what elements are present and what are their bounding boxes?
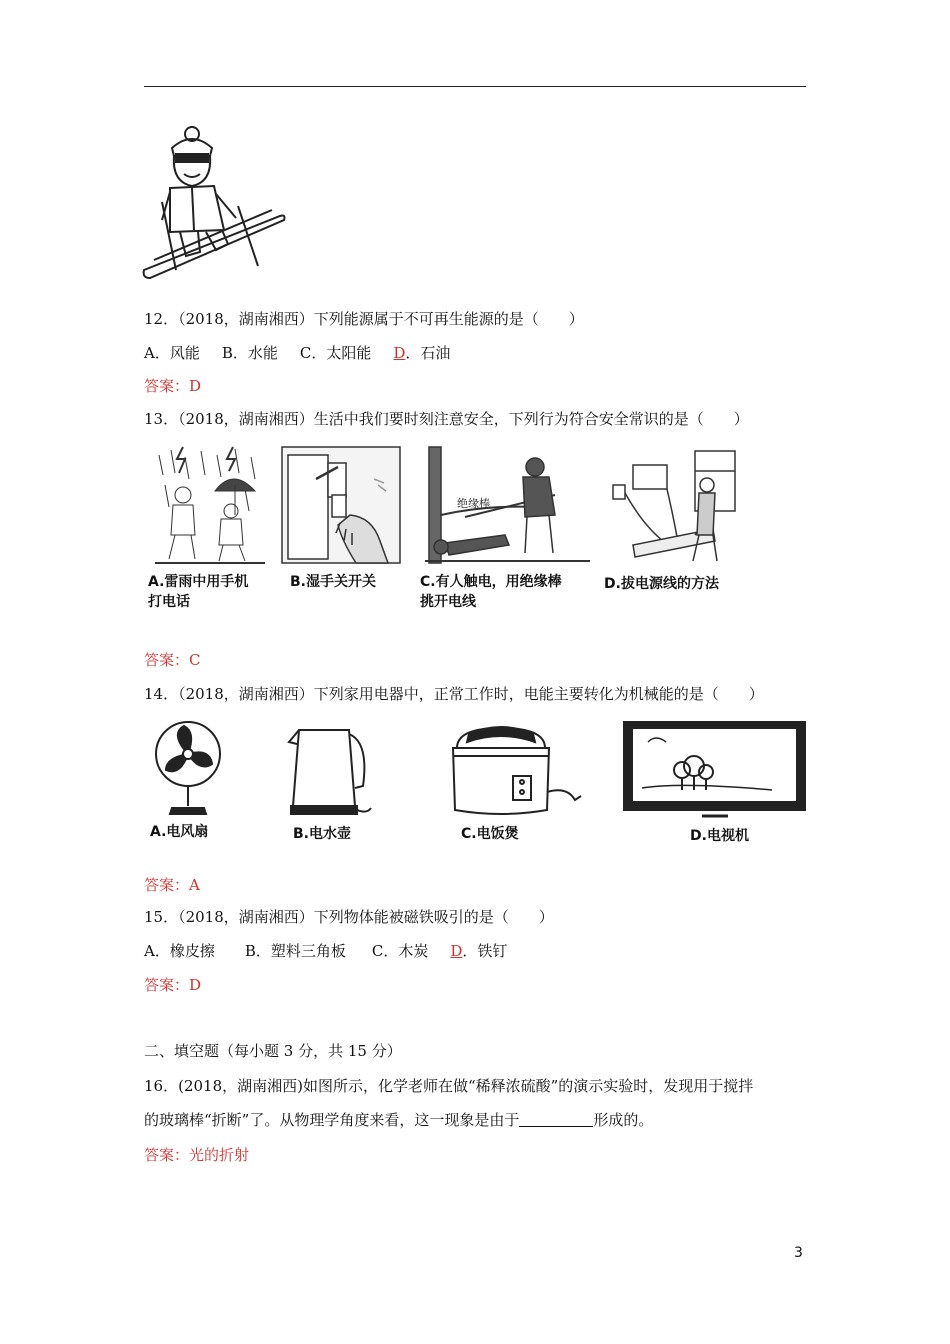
q15-answer: 答案：D (144, 976, 202, 994)
q12-option-b: B．水能 (221, 344, 278, 362)
q14-caption-d: D.电视机 (690, 828, 749, 844)
q13-caption-d: D.拔电源线的方法 (604, 576, 719, 592)
q14-caption-a: A.电风扇 (150, 824, 209, 840)
q15-correct-letter: D (450, 942, 463, 960)
q16-answer-blank (519, 1112, 593, 1127)
q12-stem: 12．（2018，湖南湘西）下列能源属于不可再生能源的是（ ） (144, 310, 584, 328)
q13-panel-d-unplug (603, 445, 748, 565)
q12-option-d-text: ．石油 (405, 344, 451, 362)
electric-kettle-icon (285, 722, 375, 820)
q12-correct-letter: D (393, 344, 406, 362)
television-icon (622, 720, 807, 820)
q12-options (144, 343, 450, 363)
q15-option-b: B．塑料三角板 (244, 942, 346, 960)
q15-options (144, 941, 507, 961)
q16-line-2 (144, 1110, 653, 1130)
q15-option-a: A．橡皮擦 (144, 942, 215, 960)
q16-line-2-before: 的玻璃棒“折断”了。从物理学角度来看，这一现象是由于 (144, 1111, 520, 1129)
q12-option-d (393, 344, 450, 362)
q13-panel-a-thunderstorm (155, 445, 265, 565)
q12-option-a: A．风能 (144, 344, 200, 362)
q15-option-d (450, 942, 507, 960)
electric-fan-icon (148, 718, 228, 818)
q13-stem: 13．（2018，湖南湘西）生活中我们要时刻注意安全，下列行为符合安全常识的是（ ） (144, 410, 749, 428)
q12-answer: 答案：D (144, 377, 202, 395)
q15-option-d-text: ．铁钉 (462, 942, 508, 960)
rice-cooker-icon (443, 722, 593, 822)
q13-answer: 答案：C (144, 651, 201, 669)
q13-panel-b-switch (280, 445, 402, 565)
q15-stem: 15．（2018，湖南湘西）下列物体能被磁铁吸引的是（ ） (144, 908, 554, 926)
q13-caption-b: B.湿手关开关 (290, 574, 376, 590)
q13-stick-label: 绝缘棒 (457, 497, 490, 510)
q13-panel-c-insulated-rod (425, 445, 590, 565)
q15-option-c: C．木炭 (371, 942, 429, 960)
skier-illustration (140, 120, 290, 280)
header-rule (144, 86, 806, 87)
q13-caption-c: C.有人触电，用绝缘棒 挑开电线 (420, 574, 562, 610)
q12-option-c: C．太阳能 (299, 344, 372, 362)
page-number: 3 (794, 1245, 803, 1261)
q13-caption-a: A.雷雨中用手机 打电话 (148, 574, 249, 610)
q16-answer: 答案：光的折射 (144, 1146, 250, 1164)
q14-answer: 答案：A (144, 876, 200, 894)
q16-line-2-after: 形成的。 (593, 1111, 654, 1129)
q14-stem: 14．（2018，湖南湘西）下列家用电器中，正常工作时，电能主要转化为机械能的是（ ） (144, 685, 764, 703)
q14-caption-b: B.电水壶 (293, 826, 351, 842)
section-2-title: 二、填空题（每小题 3 分，共 15 分） (144, 1042, 402, 1060)
q14-caption-c: C.电饭煲 (461, 826, 519, 842)
q16-line-1: 16．(2018，湖南湘西)如图所示，化学老师在做“稀释浓硫酸”的演示实验时，发现用于搅拌 (144, 1077, 754, 1095)
